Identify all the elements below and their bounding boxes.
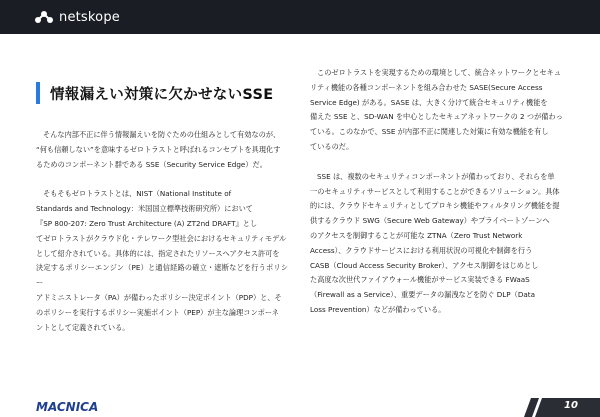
top-header-bar <box>0 0 600 34</box>
section-title: 情報漏えい対策に欠かせないSSE <box>50 86 274 103</box>
paragraph: このゼロトラストを実現するための環境として、統合ネットワークとセキュ リティ機能の各種コンポーネントを組み合わせた SASE(Secure Access Service Edge) がある。SASE は、大きく分けて統合セキュリティ機能を 備えた SSE と、SD-WAN を中心としたセキュアネットワークの 2 つが備わっ ている。このなかで、SSE が内部不正に関連した対策に有効な機能を有し ているのだ。 <box>310 68 563 151</box>
left-column <box>36 128 288 350</box>
macnica-logo-text: MACNICA <box>36 400 99 413</box>
page-number: 10 <box>564 400 578 411</box>
paragraph: そんな内部不正に伴う情報漏えいを防ぐための仕組みとして有効なのが、 “何も信頼しない”を意味するゼロトラストと呼ばれるコンセプトを具現化す るためのコンポーネント群である SSE（Security Service Edge）だ。 <box>36 130 281 169</box>
brand-name: netskope <box>59 9 120 25</box>
macnica-logo <box>36 399 116 413</box>
netskope-logo-icon <box>34 10 54 24</box>
paragraph: SSE は、複数のセキュリティコンポーネントが備わっており、それらを単 一のセキュリティサービスとして利用することができるソリューション。具体 的には、クラウドセキュリティとしてプロキシ機能やフィルタリング機能を提 供するクラウド SWG（Secure Web Gateway）やプライベートゾーンへ のアクセスを制御することが可能な ZTNA（Zero Trust Network Access）、クラウドサービスにおける利用状況の可視化や制御を行う CASB（Cloud Access Security Broker）、アクセス制御をはじめとし た高度な次世代ファイアウォール機能がサービス実装できる FWaaS （Firewall as a Service）、重要データの漏洩などを防ぐ DLP（Data Loss Prevention）などが備わっている。 <box>310 171 560 314</box>
section-heading <box>36 82 273 104</box>
netskope-logo <box>34 8 120 26</box>
right-column <box>310 66 572 333</box>
heading-accent-bar <box>36 82 40 104</box>
paragraph: そもそもゼロトラストとは、NIST（National Institute of Standards and Technology：米国国立標準技術研究所）において 『SP 800-207: Zero Trust Architecture (A) ZT2nd DRAFT』とし てゼロトラストがクラウド化・テレワーク型社会におけるセキュリティモデル として紹介されている。具体的には、指定されたリソースへアクセス許可を 決定するポリシーエンジン（PE）と通信経路の確立・遮断などを行うポリシー アドミニストレータ（PA）が備わったポリシー決定ポイント（PDP）と、そ のポリシーを実行するポリシー実施ポイント（PEP）が主な論理コンポーネ ントとして定義されている。 <box>36 189 288 332</box>
